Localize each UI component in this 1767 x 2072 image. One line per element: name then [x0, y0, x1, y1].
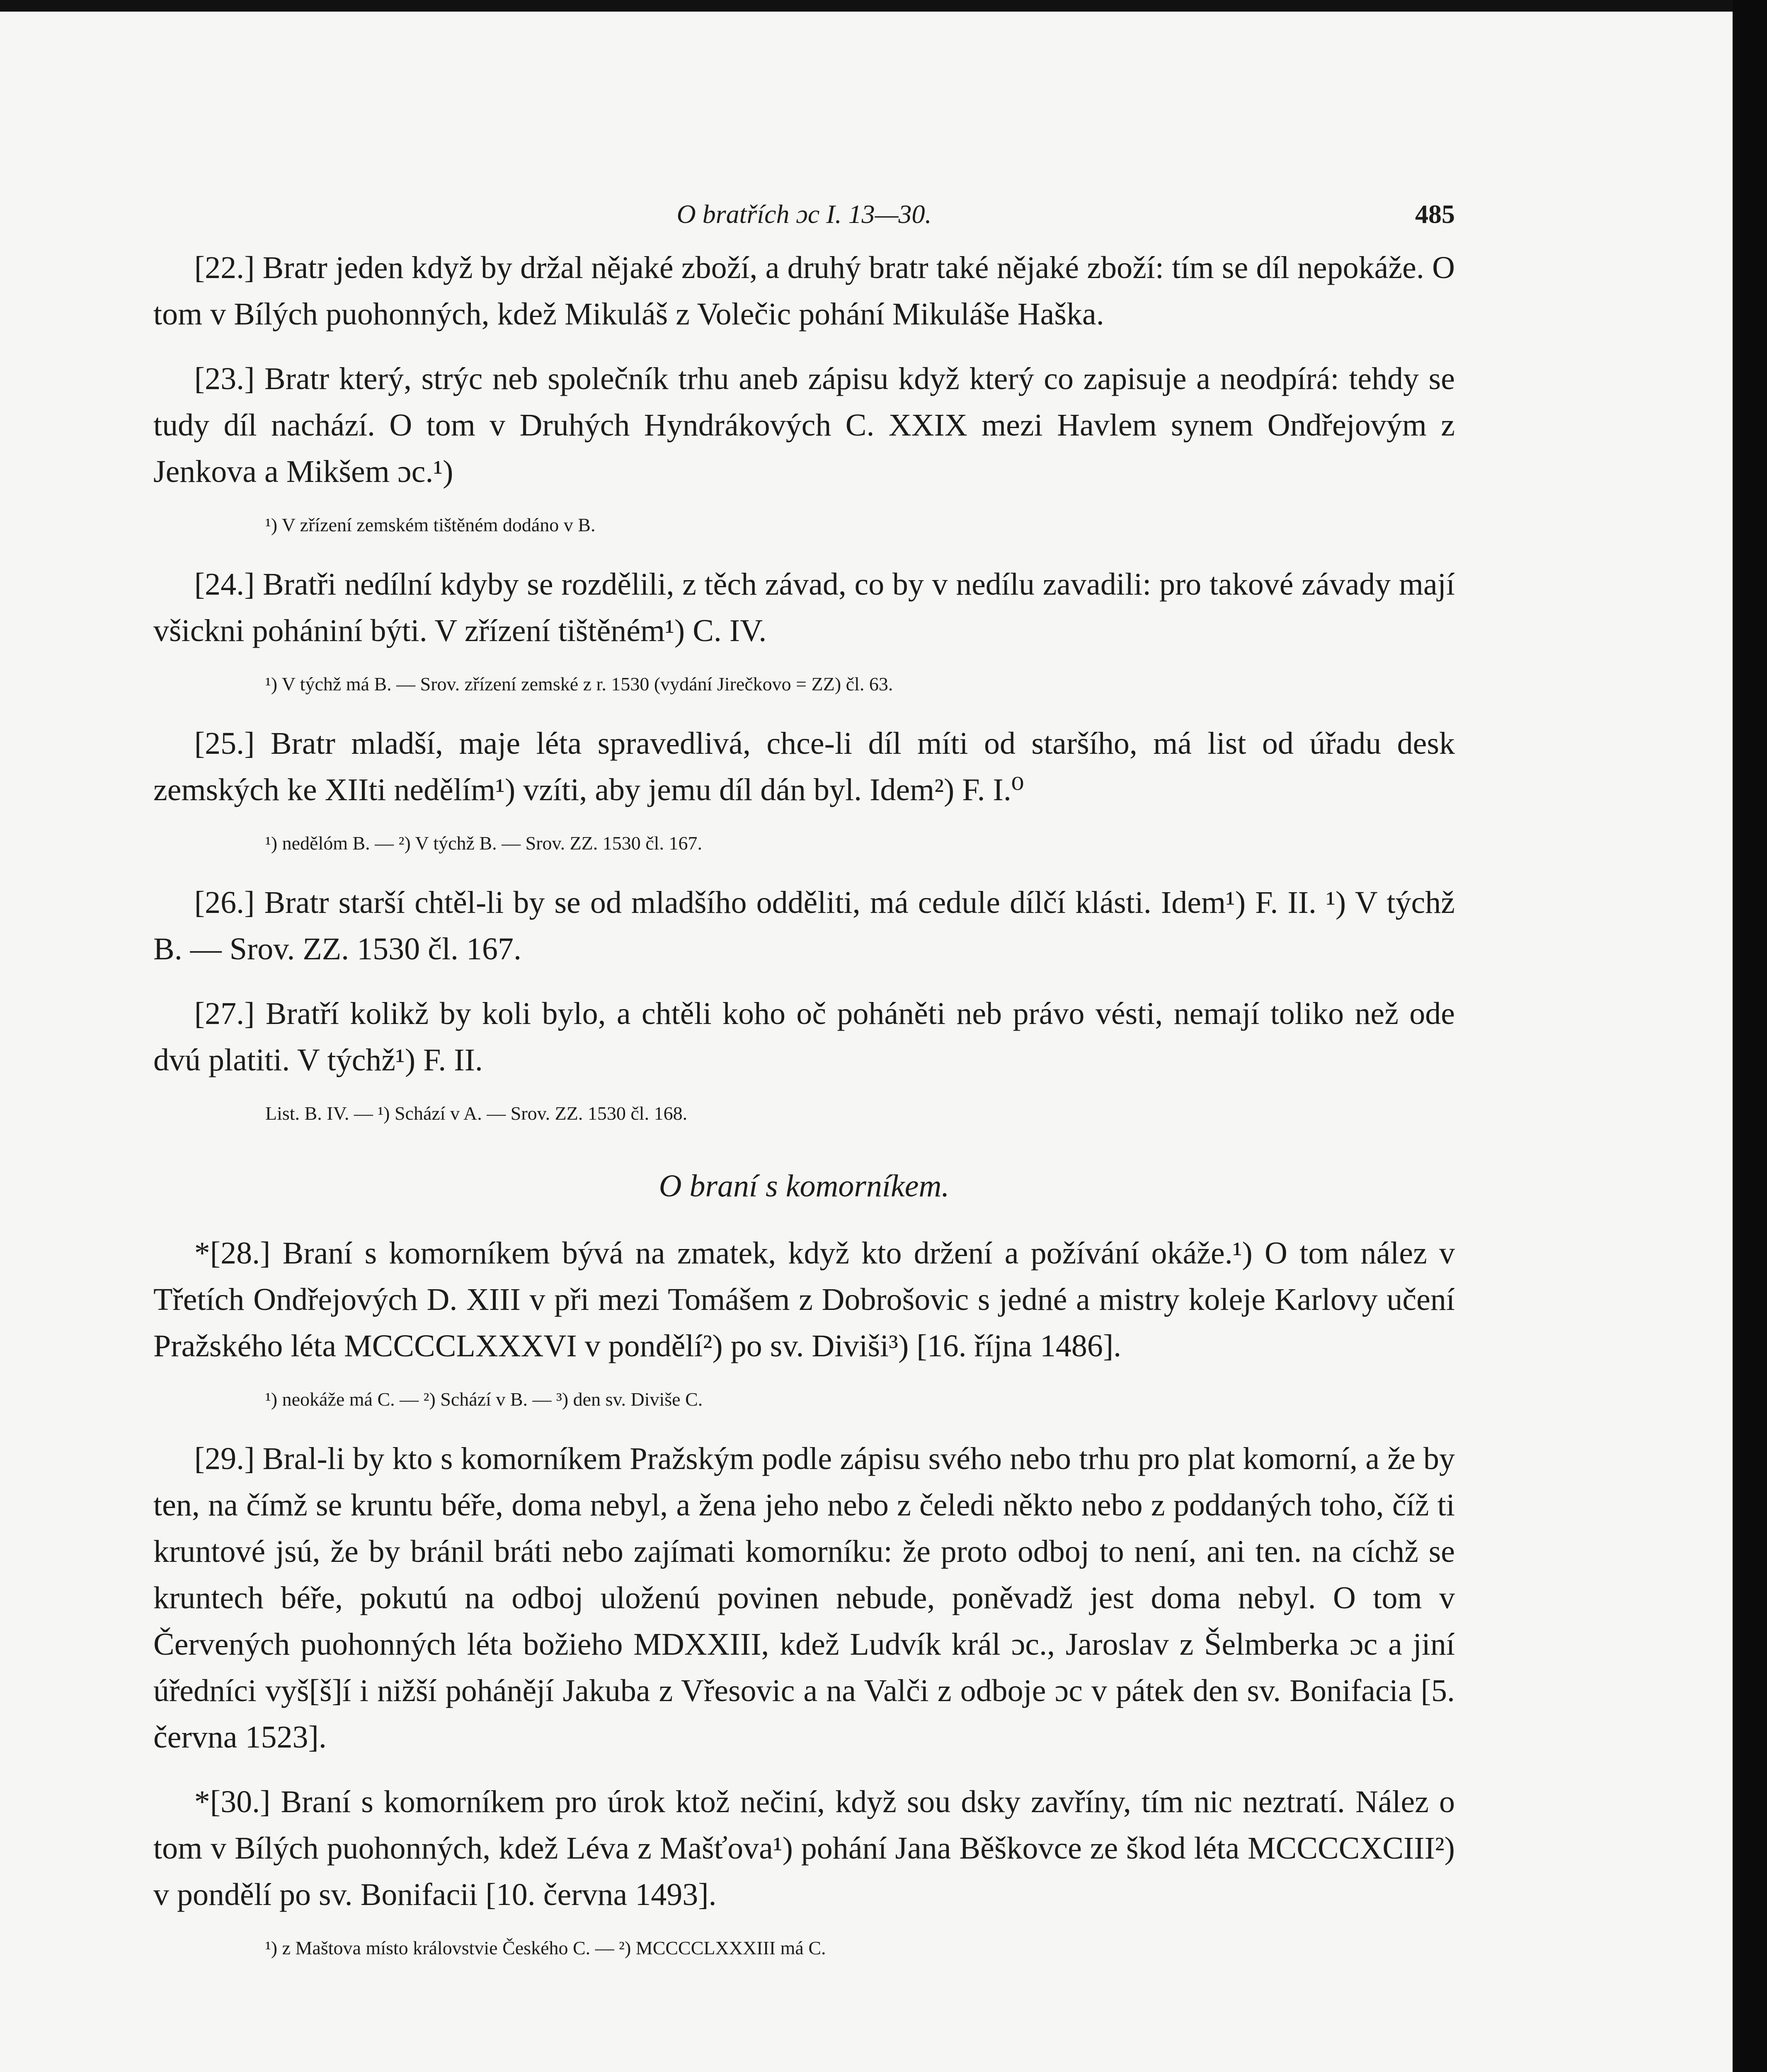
paragraph-23: [23.] Bratr který, strýc neb společník trhu aneb zápisu když který co zapisuje a neodpírá: tehdy se tudy díl nachází. O tom v Druhých Hyndrákových C. XXIX mezi Havlem synem Ondřejovým z Jenkova a Mikšem ɔc.¹): [153, 361, 1455, 489]
section-heading: O braní s komorníkem.: [659, 1169, 950, 1203]
scan-edge: [1733, 0, 1767, 2072]
paragraph-30: *[30.] Braní s komorníkem pro úrok ktož nečiní, když sou dsky zavříny, tím nic neztratí. Nález o tom v Bílých puohonných, kdež Léva z Mašťova¹) pohání Jana Běškovce ze škod léta MCCCCXCIII²) v pondělí po sv. Bonifacii [10. června 1493].: [153, 1784, 1455, 1912]
paragraph-29: [29.] Bral-li by kto s komorníkem Pražským podle zápisu svého nebo trhu pro plat komorní, a že by ten, na čímž se kruntu béře, doma nebyl, a žena jeho nebo z čeledi někto nebo z poddaných toho, číž ti kruntové jsú, že by bránil bráti nebo zajímati komorníku: že proto odboj to není, ani ten. na cíchž se kruntech béře, pokutú na odboj uloženú povinen nebude, poněvadž jest doma nebyl. O tom v Červených puohonných léta božieho MDXXIII, kdež Ludvík král ɔc., Jaroslav z Šelmberka ɔc a jiní úředníci vyš[š]í i nižší pohánějí Jakuba z Vřesovic a na Valči z odboje ɔc v pátek den sv. Bonifacia [5. června 1523].: [153, 1441, 1455, 1755]
footnote: ¹) z Maštova místo královstvie Českého C. — ²) MCCCCLXXXIII má C.: [265, 1937, 826, 1958]
paragraph-26: [26.] Bratr starší chtěl-li by se od mladšího odděliti, má cedule dílčí klásti. Idem¹) F. II. ¹) V týchž B. — Srov. ZZ. 1530 čl. 167.: [153, 885, 1455, 966]
footnote: ¹) nedělóm B. — ²) V týchž B. — Srov. ZZ. 1530 čl. 167.: [265, 833, 702, 854]
footnote: List. B. IV. — ¹) Schází v A. — Srov. ZZ. 1530 čl. 168.: [265, 1103, 688, 1124]
running-header: [153, 199, 1455, 244]
paragraph-27: [27.] Bratří kolikž by koli bylo, a chtěli koho oč poháněti neb právo vésti, nemají toliko než ode dvú platiti. V týchž¹) F. II.: [153, 996, 1455, 1077]
footnote: ¹) V zřízení zemském tištěném dodáno v B.: [265, 514, 596, 535]
paragraph-28: *[28.] Braní s komorníkem bývá na zmatek, když kto držení a požívání okáže.¹) O tom nález v Třetích Ondřejových D. XIII v při mezi Tomášem z Dobrošovic s jedné a mistry koleje Karlovy učení Pražského léta MCCCCLXXXVI v pondělí²) po sv. Diviši³) [16. října 1486].: [153, 1236, 1455, 1363]
running-title: O bratřích ɔc I. 13—30.: [676, 199, 932, 229]
page-content: [153, 199, 1455, 1984]
paragraph-24: [24.] Bratři nedílní kdyby se rozdělili, z těch závad, co by v nedílu zavadili: pro takové závady mají všickni pohániní býti. V zřízení tištěném¹) C. IV.: [153, 567, 1455, 648]
footnote: ¹) V týchž má B. — Srov. zřízení zemské z r. 1530 (vydání Jirečkovo = ZZ) čl. 63.: [265, 673, 893, 695]
footnote: ¹) neokáže má C. — ²) Schází v B. — ³) den sv. Diviše C.: [265, 1389, 703, 1410]
paragraph-25: [25.] Bratr mladší, maje léta spravedlivá, chce-li díl míti od staršího, má list od úřadu desk zemských ke XIIti nedělím¹) vzíti, aby jemu díl dán byl. Idem²) F. I.⁰: [153, 726, 1455, 807]
page-number: 485: [1415, 199, 1455, 229]
paragraph-22: [22.] Bratr jeden když by držal nějaké zboží, a druhý bratr také nějaké zboží: tím se díl nepokáže. O tom v Bílých puohonných, kdež Mikuláš z Volečic pohání Mikuláše Haška.: [153, 250, 1455, 332]
